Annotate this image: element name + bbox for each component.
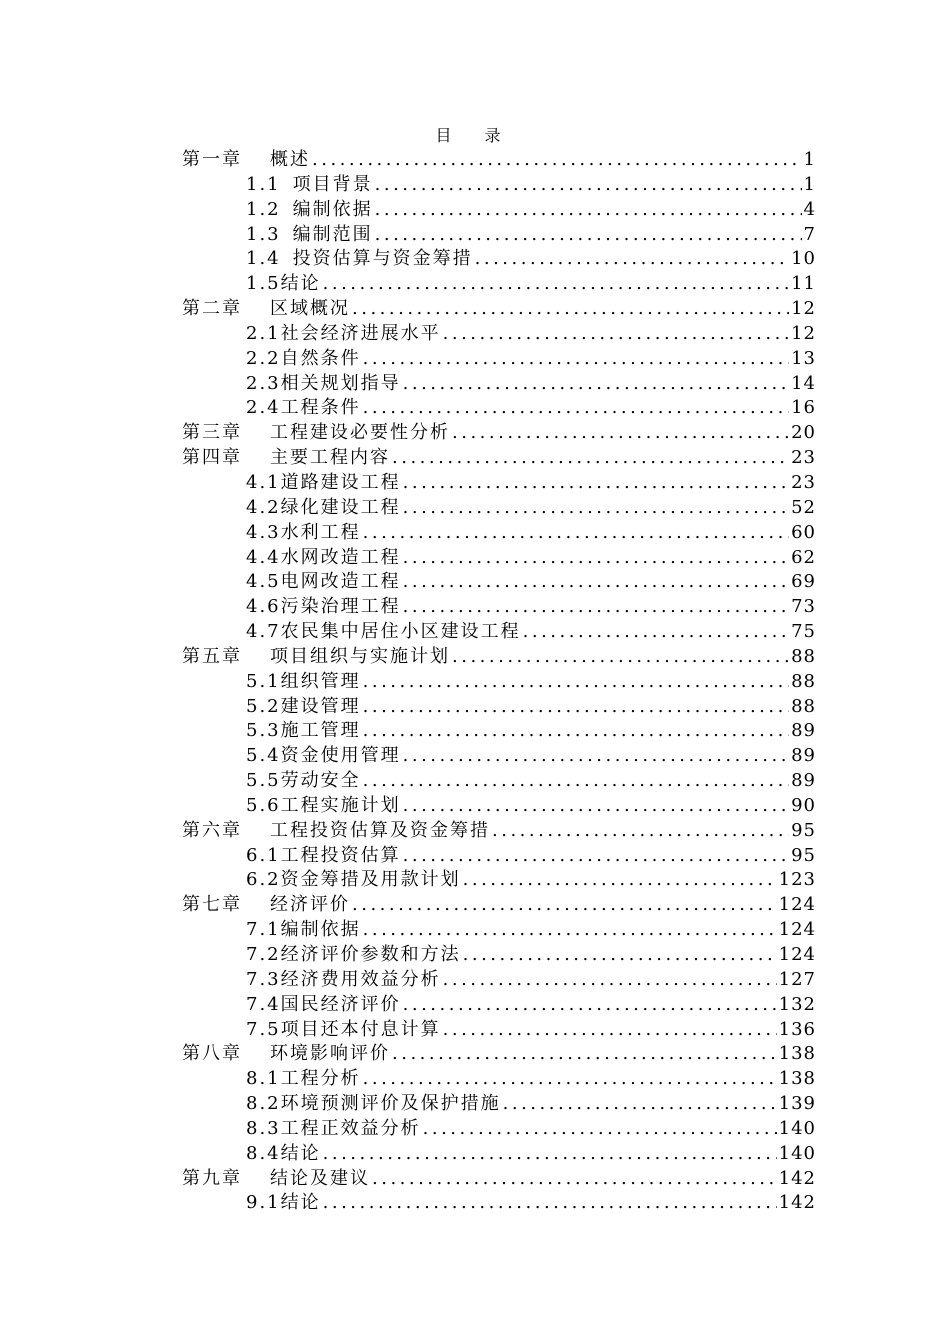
toc-leader-dots (403, 844, 789, 869)
toc-section-entry[interactable] (182, 496, 816, 521)
toc-entry-page-number: 136 (778, 1018, 816, 1040)
toc-section-entry[interactable] (182, 1142, 816, 1167)
toc-entry-title: 编制依据 (280, 919, 361, 941)
toc-entry-page-number: 1 (803, 149, 816, 170)
toc-section-entry[interactable] (182, 595, 816, 620)
toc-entry-title: 资金筹措及用款计划 (280, 869, 461, 891)
toc-entry-page-number: 12 (791, 322, 816, 344)
toc-entry-title: 工程正效益分析 (280, 1117, 421, 1139)
toc-leader-dots (403, 595, 789, 620)
toc-entry-number: 第八章 (182, 1043, 242, 1065)
toc-entry-number: 第二章 (182, 298, 242, 320)
toc-entry-title: 农民集中居住小区建设工程 (280, 621, 521, 643)
toc-entry-page-number: 75 (791, 621, 816, 643)
toc-entry-title: 工程条件 (280, 397, 361, 419)
toc-entry-page-number: 4 (803, 198, 816, 220)
toc-leader-dots (375, 198, 802, 223)
toc-entry-title: 建设管理 (280, 695, 361, 717)
toc-chapter-entry[interactable] (182, 148, 816, 173)
toc-entry-page-number: 138 (778, 1043, 816, 1065)
toc-leader-dots (492, 819, 789, 844)
toc-entry-page-number: 89 (791, 720, 816, 742)
toc-section-entry[interactable] (182, 173, 816, 198)
toc-entry-page-number: 11 (791, 273, 816, 295)
toc-section-entry[interactable] (182, 570, 816, 595)
toc-section-entry[interactable] (182, 396, 816, 421)
toc-entry-page-number: 1 (803, 173, 816, 195)
toc-entry-number: 5.1 (246, 670, 281, 692)
toc-entry-page-number: 142 (778, 1192, 816, 1214)
toc-entry-number: 4.3 (246, 521, 281, 543)
toc-entry-title: 经济费用效益分析 (280, 968, 441, 990)
toc-entry-title: 项目还本付息计算 (280, 1018, 441, 1040)
toc-entry-title: 道路建设工程 (280, 471, 401, 493)
toc-leader-dots (375, 223, 802, 248)
toc-entry-number: 5.5 (246, 770, 281, 792)
toc-leader-dots (352, 893, 777, 918)
toc-chapter-entry[interactable] (182, 1167, 816, 1192)
toc-entry-number: 第七章 (182, 894, 242, 916)
toc-entry-number: 5.3 (246, 720, 281, 742)
toc-entry-page-number: 60 (791, 521, 816, 543)
toc-entry-page-number: 88 (791, 695, 816, 717)
toc-entry-title: 水网改造工程 (280, 546, 401, 568)
toc-entry-number: 7.1 (246, 919, 281, 941)
toc-entry-title: 概述 (270, 149, 310, 170)
toc-entry-page-number: 140 (778, 1142, 816, 1164)
toc-entry-page-number: 124 (778, 894, 816, 916)
toc-leader-dots (363, 1067, 777, 1092)
toc-entry-title: 劳动安全 (280, 770, 361, 792)
toc-entry-title: 编制依据 (292, 198, 373, 220)
toc-entry-number: 8.2 (246, 1093, 281, 1115)
toc-entry-title: 水利工程 (280, 521, 361, 543)
toc-leader-dots (403, 546, 789, 571)
toc-entry-title: 施工管理 (280, 720, 361, 742)
toc-section-entry[interactable] (182, 918, 816, 943)
toc-entry-page-number: 90 (791, 794, 816, 816)
toc-entry-number: 8.1 (246, 1068, 281, 1090)
toc-entry-number: 4.6 (246, 596, 281, 618)
toc-chapter-entry[interactable] (182, 1042, 816, 1067)
toc-entry-page-number: 10 (791, 248, 816, 270)
toc-entry-number: 8.3 (246, 1117, 281, 1139)
toc-entry-page-number: 138 (778, 1068, 816, 1090)
toc-entry-title: 绿化建设工程 (280, 496, 401, 518)
toc-chapter-entry[interactable] (182, 297, 816, 322)
toc-leader-dots (403, 570, 789, 595)
toc-entry-number: 1.1 (246, 173, 281, 195)
toc-section-entry[interactable] (182, 521, 816, 546)
toc-section-entry[interactable] (182, 744, 816, 769)
toc-section-entry[interactable] (182, 1018, 816, 1043)
toc-entry-page-number: 124 (778, 919, 816, 941)
toc-entry-number: 8.4 (246, 1142, 281, 1164)
toc-entry-number: 7.3 (246, 968, 281, 990)
toc-leader-dots (463, 868, 777, 893)
toc-entry-title: 工程投资估算 (280, 844, 401, 866)
toc-chapter-entry[interactable] (182, 421, 816, 446)
toc-entry-title: 项目背景 (292, 173, 373, 195)
toc-entry-number: 7.2 (246, 944, 281, 965)
toc-entry-number: 4.7 (246, 621, 281, 643)
toc-leader-dots (363, 719, 789, 744)
toc-entry-title: 工程建设必要性分析 (270, 422, 450, 444)
toc-entry-number: 2.1 (246, 322, 281, 344)
toc-section-entry[interactable] (182, 1092, 816, 1117)
toc-leader-dots (363, 396, 789, 421)
toc-entry-number: 2.2 (246, 347, 281, 369)
toc-entry-title: 工程实施计划 (280, 794, 401, 816)
toc-entry-number: 5.2 (246, 695, 281, 717)
toc-leader-dots (452, 645, 789, 670)
toc-entry-title: 区域概况 (270, 298, 350, 320)
toc-list (182, 148, 816, 1216)
toc-leader-dots (363, 521, 789, 546)
toc-section-entry[interactable] (182, 794, 816, 819)
toc-leader-dots (363, 695, 789, 720)
toc-section-entry[interactable] (182, 546, 816, 571)
toc-chapter-entry[interactable] (182, 893, 816, 918)
toc-entry-number: 第三章 (182, 422, 242, 444)
toc-entry-page-number: 73 (791, 596, 816, 618)
toc-entry-title: 项目组织与实施计划 (270, 645, 450, 667)
toc-entry-title: 自然条件 (280, 347, 361, 369)
toc-section-entry[interactable] (182, 471, 816, 496)
toc-leader-dots (403, 993, 777, 1018)
toc-entry-number: 1.3 (246, 223, 281, 245)
toc-entry-title: 相关规划指导 (280, 372, 401, 394)
toc-leader-dots (503, 1092, 777, 1117)
toc-entry-page-number: 20 (791, 422, 816, 444)
toc-leader-dots (312, 148, 802, 173)
toc-entry-page-number: 132 (778, 993, 816, 1015)
toc-leader-dots (403, 471, 789, 496)
toc-entry-number: 2.3 (246, 372, 281, 394)
toc-section-entry[interactable] (182, 620, 816, 645)
toc-leader-dots (423, 1117, 777, 1142)
toc-entry-page-number: 16 (791, 397, 816, 419)
toc-entry-page-number: 12 (791, 298, 816, 320)
toc-entry-page-number: 124 (778, 944, 816, 965)
toc-entry-title: 环境预测评价及保护措施 (280, 1093, 501, 1115)
toc-leader-dots (392, 446, 789, 471)
toc-section-entry[interactable] (182, 844, 816, 869)
toc-section-entry[interactable] (182, 993, 816, 1018)
toc-entry-number: 5.6 (246, 794, 281, 816)
toc-title: 目 录 (435, 126, 515, 145)
toc-leader-dots (463, 943, 777, 968)
toc-section-entry[interactable] (182, 347, 816, 372)
toc-leader-dots (403, 794, 789, 819)
toc-entry-number: 1.2 (246, 198, 281, 220)
toc-leader-dots (323, 1142, 777, 1167)
toc-entry-number: 第五章 (182, 645, 242, 667)
toc-entry-page-number: 140 (778, 1117, 816, 1139)
toc-section-entry[interactable] (182, 670, 816, 695)
toc-leader-dots (443, 968, 777, 993)
toc-entry-page-number: 139 (778, 1093, 816, 1115)
toc-leader-dots (403, 496, 789, 521)
toc-entry-page-number: 69 (791, 571, 816, 593)
toc-entry-number: 6.1 (246, 844, 281, 866)
toc-leader-dots (323, 272, 789, 297)
toc-section-entry[interactable] (182, 247, 816, 272)
toc-entry-title: 经济评价参数和方法 (280, 944, 461, 965)
toc-section-entry[interactable] (182, 968, 816, 993)
toc-entry-number: 2.4 (246, 397, 281, 419)
toc-entry-page-number: 52 (791, 496, 816, 518)
toc-entry-page-number: 95 (791, 819, 816, 841)
toc-entry-page-number: 89 (791, 745, 816, 767)
toc-section-entry[interactable] (182, 1191, 816, 1216)
toc-leader-dots (392, 1042, 777, 1067)
toc-section-entry[interactable] (182, 695, 816, 720)
toc-entry-title: 结论 (280, 1142, 321, 1164)
toc-leader-dots (403, 744, 789, 769)
toc-entry-title: 污染治理工程 (280, 596, 401, 618)
toc-leader-dots (352, 297, 789, 322)
toc-section-entry[interactable] (182, 719, 816, 744)
toc-entry-title: 工程分析 (280, 1068, 361, 1090)
toc-entry-page-number: 62 (791, 546, 816, 568)
toc-entry-page-number: 88 (791, 670, 816, 692)
toc-leader-dots (372, 1167, 777, 1192)
toc-entry-page-number: 142 (778, 1167, 816, 1189)
toc-entry-page-number: 7 (803, 223, 816, 245)
toc-entry-title: 电网改造工程 (280, 571, 401, 593)
toc-entry-number: 5.4 (246, 745, 281, 767)
toc-entry-number: 1.4 (246, 248, 281, 270)
toc-section-entry[interactable] (182, 272, 816, 297)
toc-leader-dots (403, 372, 789, 397)
toc-section-entry[interactable] (182, 372, 816, 397)
toc-entry-title: 结论 (280, 1192, 321, 1214)
toc-entry-number: 9.1 (246, 1192, 281, 1214)
toc-entry-number: 第一章 (182, 149, 242, 170)
toc-section-entry[interactable] (182, 769, 816, 794)
toc-leader-dots (452, 421, 789, 446)
toc-section-entry[interactable] (182, 1117, 816, 1142)
toc-section-entry[interactable] (182, 198, 816, 223)
toc-entry-title: 国民经济评价 (280, 993, 401, 1015)
toc-entry-page-number: 23 (791, 447, 816, 469)
toc-section-entry[interactable] (182, 322, 816, 347)
toc-entry-number: 6.2 (246, 869, 281, 891)
toc-entry-page-number: 95 (791, 844, 816, 866)
toc-entry-title: 投资估算与资金筹措 (292, 248, 473, 270)
toc-entry-page-number: 88 (791, 645, 816, 667)
toc-entry-number: 4.1 (246, 471, 281, 493)
toc-entry-title: 结论 (280, 273, 321, 295)
toc-leader-dots (323, 1191, 777, 1216)
toc-leader-dots (475, 247, 789, 272)
toc-leader-dots (443, 1018, 777, 1043)
toc-entry-page-number: 89 (791, 770, 816, 792)
toc-section-entry[interactable] (182, 943, 816, 968)
toc-entry-number: 4.4 (246, 546, 281, 568)
toc-chapter-entry[interactable] (182, 645, 816, 670)
toc-entry-page-number: 14 (791, 372, 816, 394)
toc-entry-number: 7.5 (246, 1018, 281, 1040)
toc-entry-page-number: 123 (778, 869, 816, 891)
toc-entry-page-number: 127 (778, 968, 816, 990)
toc-section-entry[interactable] (182, 223, 816, 248)
toc-entry-title: 社会经济进展水平 (280, 322, 441, 344)
toc-entry-title: 资金使用管理 (280, 745, 401, 767)
toc-leader-dots (363, 347, 789, 372)
toc-section-entry[interactable] (182, 868, 816, 893)
toc-section-entry[interactable] (182, 1067, 816, 1092)
toc-leader-dots (443, 322, 789, 347)
toc-leader-dots (523, 620, 789, 645)
toc-entry-number: 第九章 (182, 1167, 242, 1189)
toc-entry-page-number: 13 (791, 347, 816, 369)
toc-entry-page-number: 23 (791, 471, 816, 493)
toc-entry-title: 环境影响评价 (270, 1043, 390, 1065)
toc-chapter-entry[interactable] (182, 819, 816, 844)
toc-entry-number: 第四章 (182, 447, 242, 469)
toc-entry-title: 主要工程内容 (270, 447, 390, 469)
toc-entry-title: 经济评价 (270, 894, 350, 916)
toc-entry-number: 1.5 (246, 273, 281, 295)
toc-chapter-entry[interactable] (182, 446, 816, 471)
toc-entry-number: 4.5 (246, 571, 281, 593)
toc-entry-title: 组织管理 (280, 670, 361, 692)
toc-entry-title: 编制范围 (292, 223, 373, 245)
toc-entry-title: 工程投资估算及资金筹措 (270, 819, 490, 841)
toc-leader-dots (363, 769, 789, 794)
toc-leader-dots (363, 918, 777, 943)
toc-entry-number: 4.2 (246, 496, 281, 518)
toc-entry-number: 7.4 (246, 993, 281, 1015)
toc-leader-dots (363, 670, 789, 695)
toc-leader-dots (375, 173, 802, 198)
toc-entry-number: 第六章 (182, 819, 242, 841)
toc-entry-title: 结论及建议 (270, 1167, 370, 1189)
